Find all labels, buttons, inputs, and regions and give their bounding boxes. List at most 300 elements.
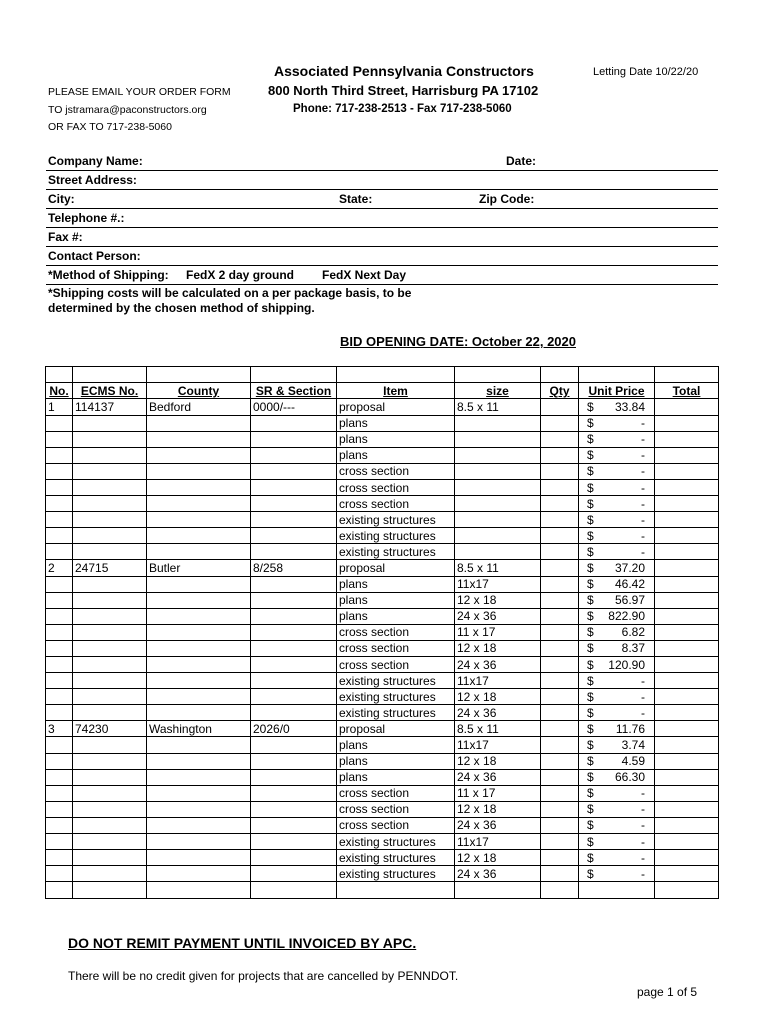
cell-size: 8.5 x 11 [455,721,541,737]
cell-no [46,817,73,833]
cell-county [147,544,251,560]
contact-person-label: Contact Person: [48,249,141,263]
cell-ecms [73,528,147,544]
cell-no [46,737,73,753]
cell-total[interactable] [655,415,719,431]
telephone-line[interactable] [46,227,718,228]
unit-price-value: - [641,786,645,801]
col-header-size: size [455,383,541,399]
cell-total[interactable] [655,560,719,576]
date-label: Date: [506,154,537,168]
cell-unit-price [579,866,655,882]
currency-symbol: $ [587,593,594,608]
cell-ecms [73,544,147,560]
bid-opening-date: BID OPENING DATE: October 22, 2020 [340,334,576,349]
cell-sr-section [251,753,337,769]
cell-no: 2 [46,560,73,576]
cell-sr-section [251,608,337,624]
cell-qty[interactable] [541,592,579,608]
currency-symbol: $ [587,705,594,720]
cell-qty[interactable] [541,721,579,737]
cell-qty[interactable] [541,431,579,447]
cell-ecms: 114137 [73,399,147,415]
cell-qty[interactable] [541,544,579,560]
cell-qty[interactable] [541,512,579,528]
table-row [46,640,719,656]
currency-symbol: $ [587,432,594,447]
currency-symbol: $ [587,818,594,833]
currency-symbol: $ [587,577,594,592]
cell-total[interactable] [655,624,719,640]
table-row [46,721,719,737]
unit-price-value: 56.97 [614,593,645,608]
cell-size: 12 x 18 [455,801,541,817]
cell-ecms [73,512,147,528]
col-header-county: County [147,383,251,399]
remit-notice: DO NOT REMIT PAYMENT UNTIL INVOICED BY APC. [68,935,417,951]
currency-symbol: $ [587,770,594,785]
table-row [46,512,719,528]
cell-total[interactable] [655,608,719,624]
cell-sr-section [251,656,337,672]
cell-qty[interactable] [541,866,579,882]
cell-ecms [73,689,147,705]
zip-code-label: Zip Code: [479,192,535,206]
cell-item: cross section [337,640,455,656]
cell-item: existing structures [337,528,455,544]
cell-sr-section [251,673,337,689]
unit-price-value: 4.59 [621,754,645,769]
cell-item: proposal [337,560,455,576]
cell-unit-price [579,640,655,656]
cell-total[interactable] [655,463,719,479]
unit-price-value: - [641,705,645,720]
cell-unit-price [579,479,655,495]
cell-size: 12 x 18 [455,689,541,705]
table-row [46,415,719,431]
currency-symbol: $ [587,850,594,865]
cell-size: 24 x 36 [455,866,541,882]
cell-sr-section [251,817,337,833]
cell-sr-section [251,866,337,882]
letting-date: Letting Date 10/22/20 [593,66,699,78]
cell-county [147,737,251,753]
cell-unit-price [579,592,655,608]
cell-size: 11x17 [455,673,541,689]
cell-size: 8.5 x 11 [455,560,541,576]
cell-county [147,769,251,785]
cell-ecms [73,479,147,495]
unit-price-value: - [641,448,645,463]
cell-total[interactable] [655,399,719,415]
unit-price-value: - [641,689,645,704]
cell-item: existing structures [337,512,455,528]
company-title: Associated Pennsylvania Constructors [274,63,534,79]
table-row [46,673,719,689]
cell-qty[interactable] [541,801,579,817]
currency-symbol: $ [587,512,594,527]
cell-ecms [73,834,147,850]
cell-sr-section [251,850,337,866]
currency-symbol: $ [587,641,594,656]
cell-qty[interactable] [541,399,579,415]
cell-sr-section [251,415,337,431]
cell-qty[interactable] [541,576,579,592]
cell-qty[interactable] [541,640,579,656]
unit-price-value: 66.30 [614,770,645,785]
email-note-line-3: OR FAX TO 717-238-5060 [48,121,172,133]
cell-item: cross section [337,656,455,672]
col-header-ecms: ECMS No. [73,383,147,399]
cell-size: 12 x 18 [455,592,541,608]
unit-price-value: - [641,528,645,543]
credit-note: There will be no credit given for projects that are cancelled by PENNDOT. [68,969,459,983]
col-header-unit-price: Unit Price [579,383,655,399]
cell-qty[interactable] [541,496,579,512]
cell-item: cross section [337,785,455,801]
cell-size: 24 x 36 [455,705,541,721]
shipping-option-nextday[interactable]: FedX Next Day [322,268,407,282]
col-header-no: No. [46,383,73,399]
street-address-line[interactable] [46,189,718,190]
cell-unit-price [579,544,655,560]
cell-qty[interactable] [541,673,579,689]
cell-qty[interactable] [541,463,579,479]
table-row [46,817,719,833]
cell-no: 1 [46,399,73,415]
cell-qty[interactable] [541,656,579,672]
company-name-line[interactable] [46,170,718,171]
cell-county [147,512,251,528]
cell-sr-section [251,512,337,528]
cell-sr-section [251,834,337,850]
cell-total[interactable] [655,431,719,447]
currency-symbol: $ [587,464,594,479]
cell-item: plans [337,608,455,624]
cell-item: cross section [337,479,455,495]
cell-size [455,544,541,560]
cell-county [147,656,251,672]
cell-unit-price [579,560,655,576]
city-state-zip-line[interactable] [46,208,718,209]
col-header-qty: Qty [541,383,579,399]
cell-county [147,689,251,705]
cell-total[interactable] [655,528,719,544]
cell-sr-section [251,705,337,721]
cell-unit-price [579,447,655,463]
cell-total[interactable] [655,866,719,882]
cell-size [455,496,541,512]
cell-size [455,447,541,463]
cell-size: 11 x 17 [455,624,541,640]
unit-price-value: 11.76 [615,721,645,736]
cell-total[interactable] [655,656,719,672]
table-row [46,463,719,479]
table-row [46,624,719,640]
table-row [46,399,719,415]
table-row [46,753,719,769]
cell-item: plans [337,737,455,753]
cell-no [46,624,73,640]
table-row [46,496,719,512]
cell-no [46,544,73,560]
currency-symbol: $ [587,657,594,672]
cell-unit-price [579,801,655,817]
cell-size [455,528,541,544]
cell-no [46,801,73,817]
col-header-item: Item [337,383,455,399]
state-label: State: [339,192,373,206]
unit-price-value: - [641,464,645,479]
unit-price-value: - [641,818,645,833]
cell-no [46,415,73,431]
cell-item: plans [337,592,455,608]
cell-item: plans [337,769,455,785]
table-row [46,431,719,447]
cell-total[interactable] [655,544,719,560]
cell-no [46,753,73,769]
cell-size: 11 x 17 [455,785,541,801]
cell-total[interactable] [655,737,719,753]
cell-county [147,463,251,479]
cell-county [147,576,251,592]
cell-no [46,512,73,528]
cell-total[interactable] [655,850,719,866]
unit-price-value: - [641,416,645,431]
shipping-option-2day[interactable]: FedX 2 day ground [186,268,295,282]
cell-county [147,850,251,866]
table-row [46,528,719,544]
cell-total[interactable] [655,705,719,721]
cell-total[interactable] [655,689,719,705]
cell-county [147,479,251,495]
cell-total[interactable] [655,447,719,463]
cell-unit-price [579,850,655,866]
cell-unit-price [579,721,655,737]
contact-person-line[interactable] [46,265,718,266]
telephone-label: Telephone #.: [48,211,125,225]
currency-symbol: $ [587,738,594,752]
currency-symbol: $ [587,625,594,640]
cell-item: existing structures [337,834,455,850]
cell-sr-section [251,431,337,447]
cell-total[interactable] [655,512,719,528]
cell-total[interactable] [655,576,719,592]
table-row [46,801,719,817]
cell-qty[interactable] [541,560,579,576]
cell-no [46,640,73,656]
cell-no [46,479,73,495]
cell-item: cross section [337,817,455,833]
unit-price-value: 120.90 [608,657,645,672]
table-spacer-row [46,367,719,383]
table-row [46,656,719,672]
cell-qty[interactable] [541,850,579,866]
cell-sr-section [251,592,337,608]
cell-no [46,576,73,592]
cell-unit-price [579,608,655,624]
cell-ecms [73,447,147,463]
cell-unit-price [579,817,655,833]
cell-county [147,528,251,544]
cell-county [147,496,251,512]
cell-ecms: 24715 [73,560,147,576]
cell-qty[interactable] [541,834,579,850]
cell-county [147,673,251,689]
currency-symbol: $ [587,786,594,801]
page-number: page 1 of 5 [637,985,698,999]
cell-ecms: 74230 [73,721,147,737]
cell-qty[interactable] [541,769,579,785]
cell-ecms [73,576,147,592]
cell-ecms [73,850,147,866]
cell-item: existing structures [337,544,455,560]
cell-unit-price [579,769,655,785]
cell-size [455,479,541,495]
cell-ecms [73,415,147,431]
cell-qty[interactable] [541,785,579,801]
order-table [45,366,719,899]
cell-sr-section [251,785,337,801]
table-header-row [46,383,719,399]
cell-qty[interactable] [541,415,579,431]
table-row [46,769,719,785]
cell-qty[interactable] [541,624,579,640]
cell-ecms [73,640,147,656]
cell-unit-price [579,399,655,415]
cell-no [46,656,73,672]
cell-size: 24 x 36 [455,608,541,624]
cell-unit-price [579,463,655,479]
cell-total[interactable] [655,769,719,785]
cell-county [147,785,251,801]
cell-size: 11x17 [455,576,541,592]
unit-price-value: - [641,480,645,495]
currency-symbol: $ [587,802,594,817]
cell-no [46,834,73,850]
cell-no [46,528,73,544]
cell-total[interactable] [655,640,719,656]
cell-total[interactable] [655,753,719,769]
company-address: 800 North Third Street, Harrisburg PA 17102 [268,83,539,98]
unit-price-value: - [641,496,645,511]
cell-sr-section [251,576,337,592]
cell-qty[interactable] [541,608,579,624]
fax-label: Fax #: [48,230,83,244]
cell-total[interactable] [655,785,719,801]
cell-unit-price [579,705,655,721]
cell-ecms [73,737,147,753]
cell-item: existing structures [337,705,455,721]
cell-unit-price [579,737,655,753]
cell-size: 8.5 x 11 [455,399,541,415]
cell-total[interactable] [655,721,719,737]
cell-county [147,608,251,624]
cell-item: cross section [337,496,455,512]
cell-ecms [73,817,147,833]
cell-total[interactable] [655,801,719,817]
cell-unit-price [579,753,655,769]
cell-size: 24 x 36 [455,656,541,672]
shipping-method-label: *Method of Shipping: [48,268,169,282]
table-row [46,834,719,850]
cell-item: cross section [337,801,455,817]
city-label: City: [48,192,75,206]
currency-symbol: $ [587,721,594,736]
cell-no [46,785,73,801]
cell-total[interactable] [655,592,719,608]
cell-total[interactable] [655,834,719,850]
cell-qty[interactable] [541,817,579,833]
currency-symbol: $ [587,609,594,624]
cell-size: 11x17 [455,737,541,753]
cell-unit-price [579,673,655,689]
shipping-line [46,284,718,285]
cell-total[interactable] [655,817,719,833]
cell-sr-section [251,544,337,560]
currency-symbol: $ [587,673,594,688]
cell-qty[interactable] [541,447,579,463]
cell-item: cross section [337,463,455,479]
cell-size: 12 x 18 [455,640,541,656]
table-row [46,785,719,801]
cell-no [46,673,73,689]
cell-qty[interactable] [541,528,579,544]
cell-total[interactable] [655,673,719,689]
email-note-line-2: TO jstramara@paconstructors.org [48,104,207,116]
cell-qty[interactable] [541,689,579,705]
unit-price-value: - [641,834,645,849]
cell-ecms [73,673,147,689]
cell-qty[interactable] [541,479,579,495]
table-row [46,866,719,882]
cell-unit-price [579,415,655,431]
cell-county [147,592,251,608]
table-row [46,544,719,560]
currency-symbol: $ [587,448,594,463]
cell-no: 3 [46,721,73,737]
table-row [46,737,719,753]
fax-line[interactable] [46,246,718,247]
table-row [46,608,719,624]
cell-ecms [73,705,147,721]
cell-ecms [73,496,147,512]
cell-sr-section: 2026/0 [251,721,337,737]
cell-county [147,624,251,640]
unit-price-value: - [641,802,645,817]
cell-item: existing structures [337,850,455,866]
table-row [46,689,719,705]
cell-qty[interactable] [541,737,579,753]
cell-unit-price [579,624,655,640]
cell-total[interactable] [655,496,719,512]
cell-county [147,866,251,882]
cell-item: plans [337,753,455,769]
cell-no [46,866,73,882]
cell-item: plans [337,576,455,592]
cell-ecms [73,624,147,640]
unit-price-value: - [641,673,645,688]
currency-symbol: $ [587,400,594,415]
currency-symbol: $ [587,866,594,881]
cell-item: proposal [337,721,455,737]
shipping-note-line-1: *Shipping costs will be calculated on a per package basis, to be [48,286,412,300]
cell-qty[interactable] [541,705,579,721]
cell-qty[interactable] [541,753,579,769]
currency-symbol: $ [587,754,594,769]
cell-total[interactable] [655,479,719,495]
cell-no [46,463,73,479]
